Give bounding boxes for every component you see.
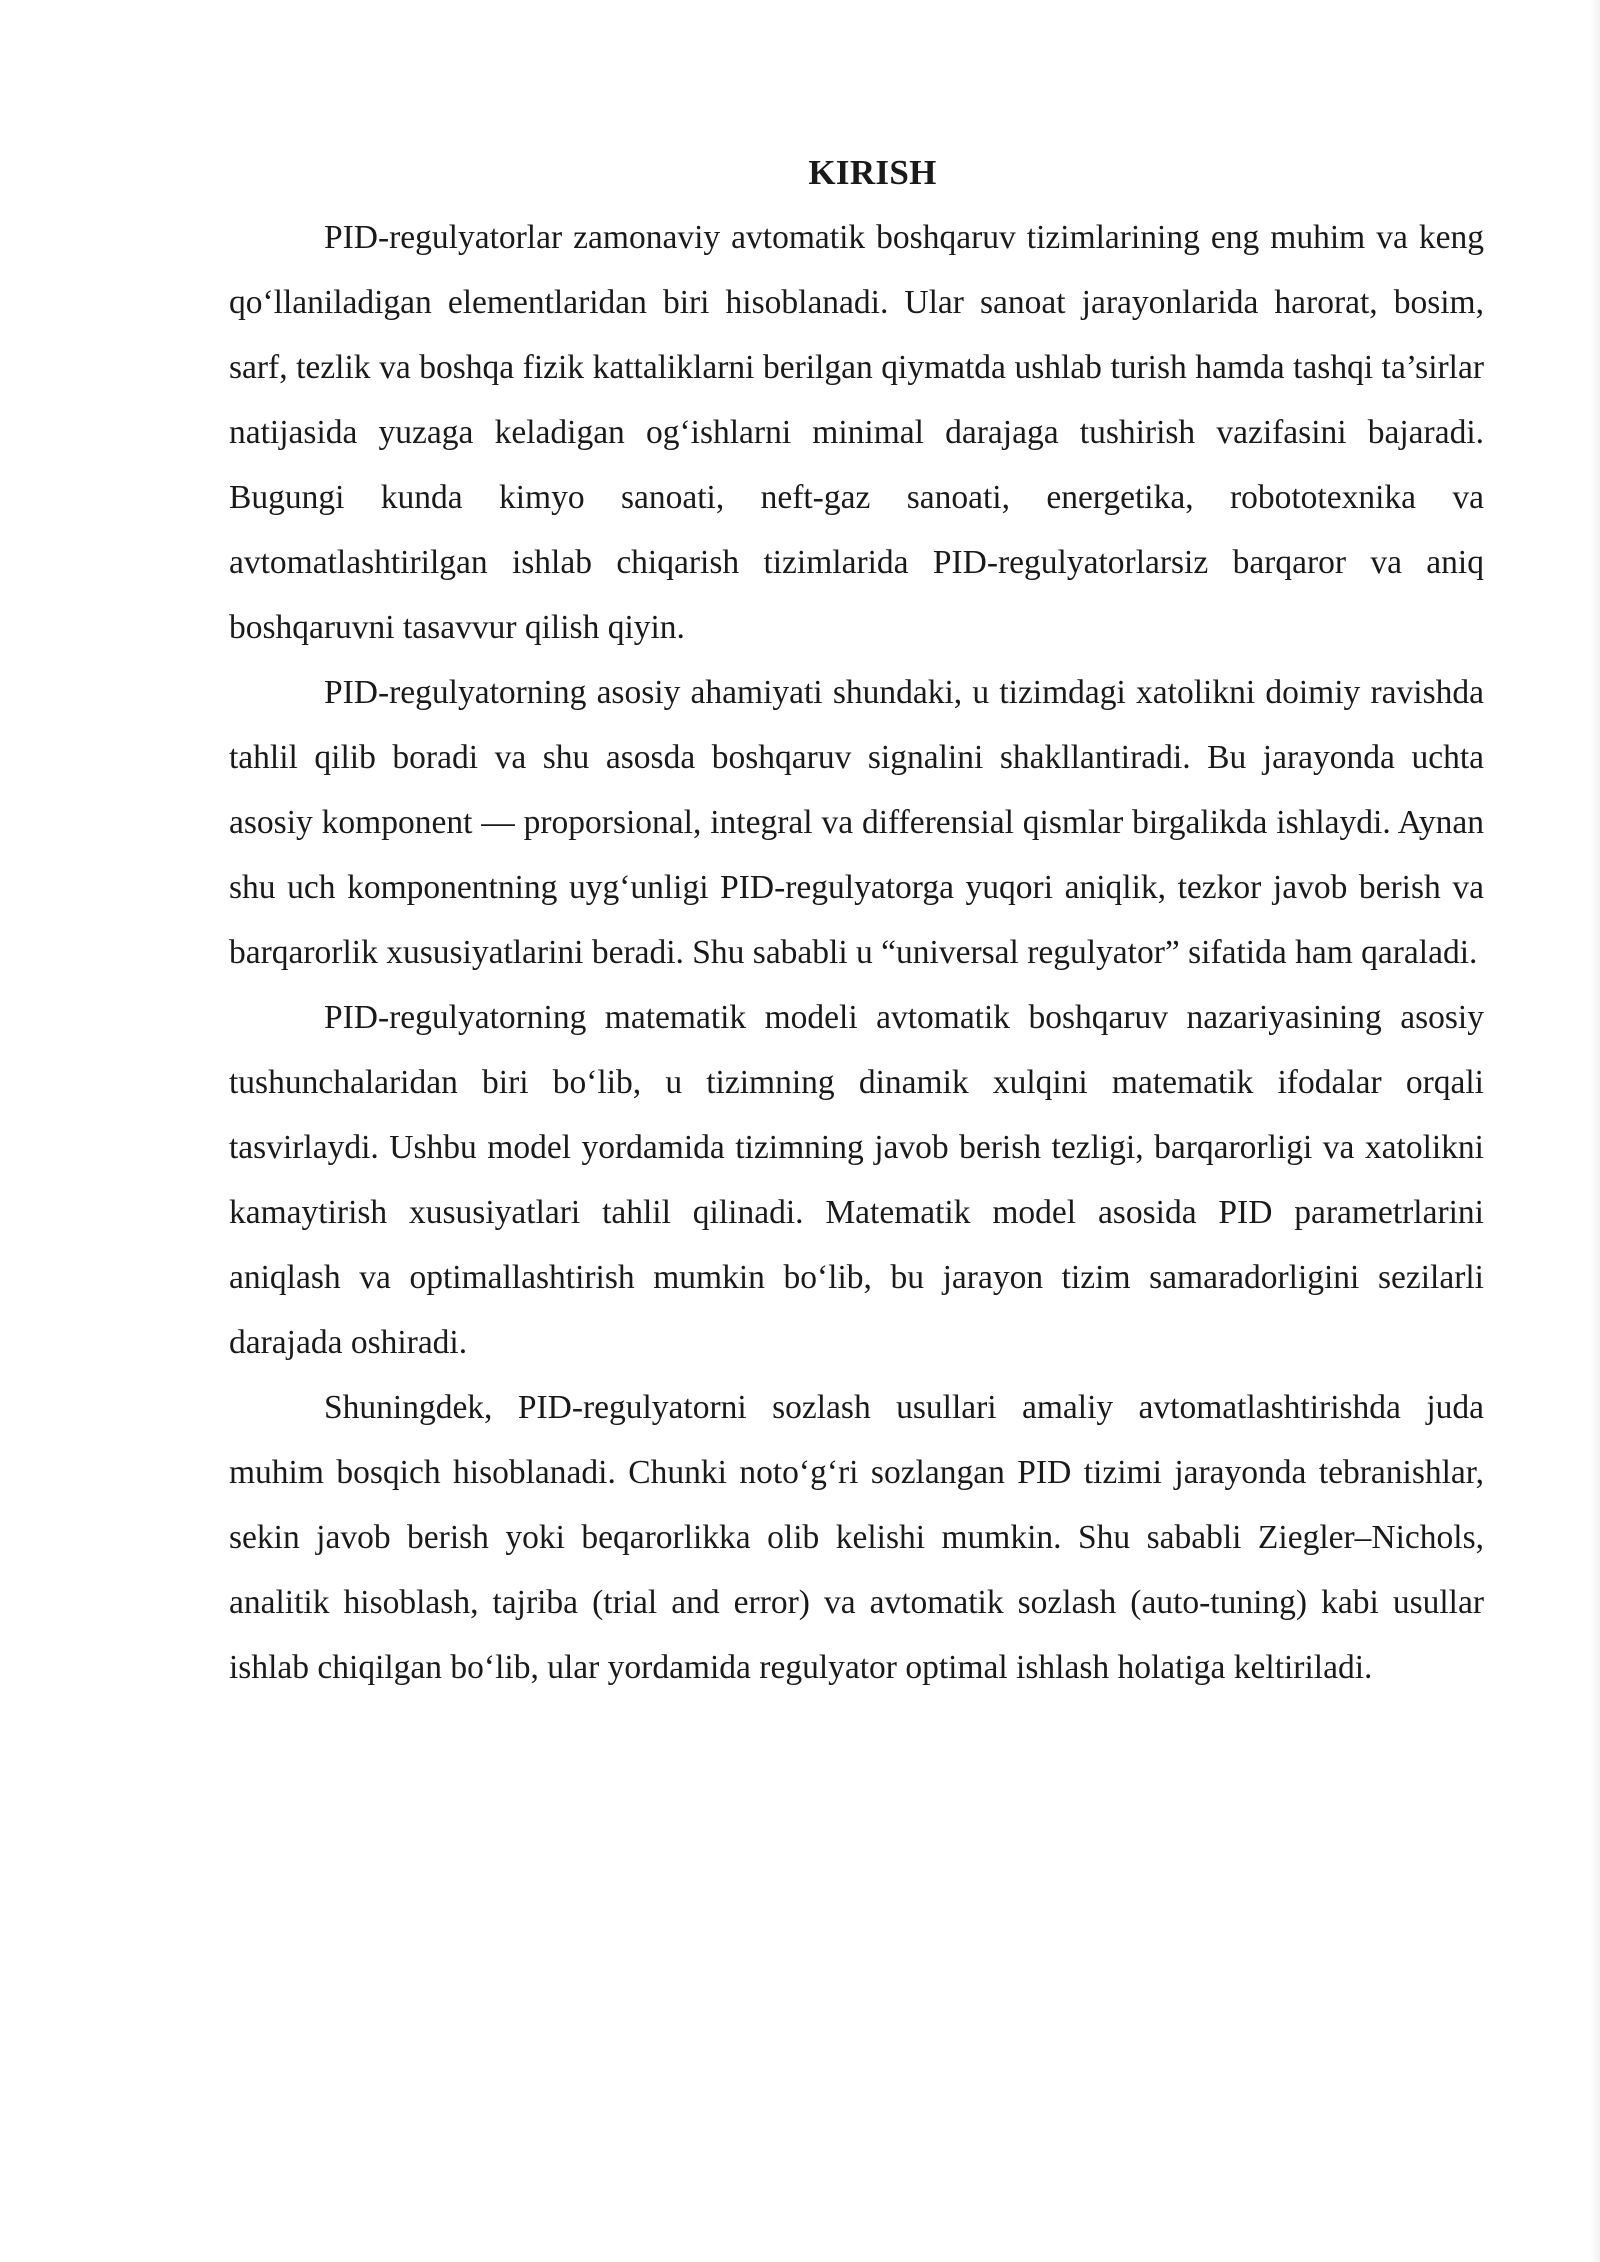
page-title: KIRISH: [808, 153, 937, 192]
paragraph-2: PID-regulyatorning asosiy ahamiyati shundaki, u tizimdagi xatolikni doimiy ravishda tahlil qilib boradi va shu asosda boshqaruv signalini shakllantiradi. Bu jarayonda uchta asosiy komponent — proporsional, integral va differensial qismlar birgalikda ishlaydi. Aynan shu uch komponentning uyg‘unligi PID-regulyatorga yuqori aniqlik, tezkor javob berish va barqarorlik xususiyatlarini beradi. Shu sababli u “universal regulyator” sifatida ham qaraladi.: [229, 674, 1484, 971]
paragraph-4: Shuningdek, PID-regulyatorni sozlash usullari amaliy avtomatlashtirishda juda muhim bosqich hisoblanadi. Chunki noto‘g‘ri sozlangan PID tizimi jarayonda tebranishlar, sekin javob berish yoki beqarorlikka olib kelishi mumkin. Shu sababli Ziegler–Nichols, analitik hisoblash, tajriba (trial and error) va avtomatik sozlash (auto-tuning) kabi usullar ishlab chiqilgan bo‘lib, ular yordamida regulyator optimal ishlash holatiga keltiriladi.: [229, 1389, 1484, 1686]
paragraph-3: PID-regulyatorning matematik modeli avtomatik boshqaruv nazariyasining asosiy tushunchalaridan biri bo‘lib, u tizimning dinamik xulqini matematik ifodalar orqali tasvirlaydi. Ushbu model yordamida tizimning javob berish tezligi, barqarorligi va xatolikni kamaytirish xususiyatlari tahlil qilinadi. Matematik model asosida PID parametrlarini aniqlash va optimallashtirish mumkin bo‘lib, bu jarayon tizim samaradorligini sezilarli darajada oshiradi.: [229, 999, 1484, 1361]
page-edge-shadow: [1590, 0, 1600, 2262]
document-body: [229, 140, 1484, 1700]
paragraph-1: PID-regulyatorlar zamonaviy avtomatik boshqaruv tizimlarining eng muhim va keng qo‘llaniladigan elementlaridan biri hisoblanadi. Ular sanoat jarayonlarida harorat, bosim, sarf, tezlik va boshqa fizik kattaliklarni berilgan qiymatda ushlab turish hamda tashqi ta’sirlar natijasida yuzaga keladigan og‘ishlarni minimal darajaga tushirish vazifasini bajaradi. Bugungi kunda kimyo sanoati, neft-gaz sanoati, energetika, robototexnika va avtomatlashtirilgan ishlab chiqarish tizimlarida PID-regulyatorlarsiz barqaror va aniq boshqaruvni tasavvur qilish qiyin.: [229, 219, 1484, 646]
